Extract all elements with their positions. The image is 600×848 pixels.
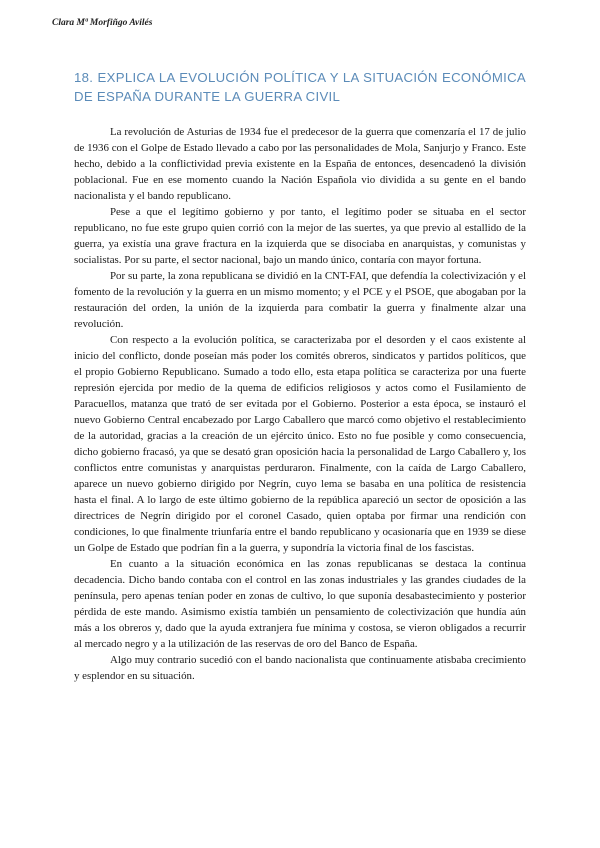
- paragraph-2: Pese a que el legítimo gobierno y por tanto, el legítimo poder se situaba en el sector republicano, no fue este grupo quien corrió con la mejor de las suertes, ya que previo al estallido de la guerra, ya existía una grave fractura en la izquierda que se disociaba en anarquistas, y comunistas y socialistas. Por su parte, el sector nacional, bajo un mando único, contaría con mayor fortuna.: [74, 206, 526, 266]
- paragraph-1: La revolución de Asturias de 1934 fue el predecesor de la guerra que comenzaría el 17 de julio de 1936 con el Golpe de Estado llevado a cabo por las personalidades de Mola, Sanjurjo y Franco. Este hecho, debido a la conflictividad previa existente en la España de entonces, desencadenó la división poblacional. Fue en ese momento cuando la Nación Española vio dividida a su gente en el bando nacionalista y el bando republicano.: [74, 126, 526, 202]
- paragraph-4: Con respecto a la evolución política, se caracterizaba por el desorden y el caos existente al inicio del conflicto, donde poseían más poder los comités obreros, sindicatos y partidos políticos, que el propio Gobierno Republicano. Sumado a todo ello, esta etapa política se caracteriza por una fuerte represión ejercida por medio de la quema de edificios religiosos y actos como el Fusilamiento de Paracuellos, matanza que trató de ser evitada por el Gobierno. Posterior a esta época, se instauró el nuevo Gobierno Central encabezado por Largo Caballero que marcó como objetivo el restablecimiento de la autoridad, gracias a la creación de un ejército único. Esto no fue posible y como consecuencia, dicho gobierno fracasó, ya que se desató gran oposición hacia la personalidad de Largo Caballero y, los conflictos entre comunistas y anarquistas perduraron. Finalmente, con la caída de Largo Caballero, aparece un nuevo gobierno dirigido por Negrín, cuyo lema se basaba en una política de resistencia hasta el final. A lo largo de este último gobierno de la república apareció un sector de oposición a las directrices de Negrín dirigido por el coronel Casado, quien optaba por firmar una rendición con condiciones, lo que finalmente triunfaría entre el bando republicano y ocasionaría que en 1939 se diese un Golpe de Estado que podrían fin a la guerra, y supondría la victoria final de los fascistas.: [74, 334, 526, 554]
- document-body: [74, 124, 526, 684]
- author-name: Clara Mª Morfiñgo Avilés: [52, 18, 153, 28]
- paragraph-6: Algo muy contrario sucedió con el bando nacionalista que continuamente atisbaba crecimiento y esplendor en su situación.: [74, 654, 526, 682]
- page-title: 18. EXPLICA LA EVOLUCIÓN POLÍTICA Y LA SITUACIÓN ECONÓMICA DE ESPAÑA DURANTE LA GUERRA CIVIL: [74, 70, 526, 104]
- paragraph-5: En cuanto a la situación económica en las zonas republicanas se destaca la continua decadencia. Dicho bando contaba con el control en las zonas industriales y las grandes ciudades de la península, pero apenas tenían poder en zonas de cultivo, lo que suponía desabastecimiento y posterior pérdida de este mando. Asimismo existía también un pensamiento de colectivización que hundía aún más a los obreros y, dado que la ayuda extranjera fue mínima y costosa, se vieron obligados a recurrir al mercado negro y a la utilización de las reservas de oro del Banco de España.: [74, 558, 526, 650]
- paragraph-3: Por su parte, la zona republicana se dividió en la CNT-FAI, que defendía la colectivización y el fomento de la revolución y la guerra en un mismo momento; y el PCE y el PSOE, que abogaban por la restauración del orden, la unión de la izquierda para combatir la guerra y finalmente alzar una revolución.: [74, 270, 526, 330]
